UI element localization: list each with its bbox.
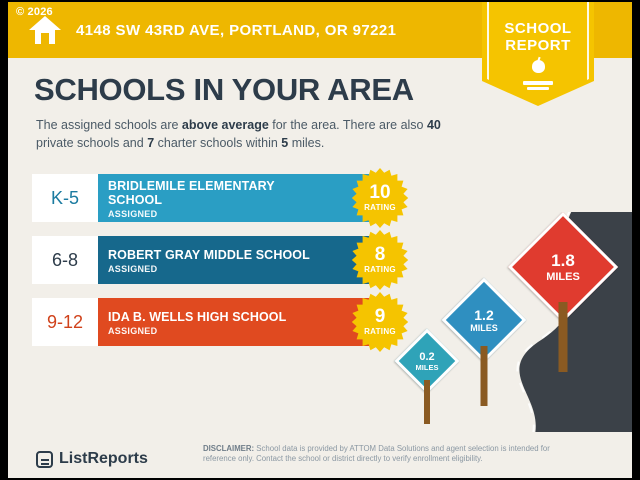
distance-value: 1.8	[551, 251, 575, 270]
distance-sign-1	[524, 228, 602, 306]
diamond-content	[527, 231, 599, 303]
banner-title-line2: REPORT	[505, 37, 571, 54]
banner-border	[487, 2, 589, 106]
distance-value: 1.2	[474, 307, 494, 323]
distance-unit: MILES	[546, 271, 580, 283]
header-content	[8, 14, 396, 46]
rating-value: 10	[369, 182, 391, 203]
book-shape-top	[523, 81, 553, 85]
distance-unit: MILES	[415, 362, 439, 372]
grade-range: K-5	[32, 174, 98, 222]
school-info	[98, 236, 372, 284]
distance-unit: MILES	[470, 323, 498, 333]
list-item	[32, 298, 396, 346]
school-report-flyer	[8, 2, 632, 478]
grade-range: 9-12	[32, 298, 98, 346]
summary-part-2: for the area. There are also	[268, 118, 427, 132]
footer	[8, 436, 632, 478]
diamond-content	[457, 293, 511, 347]
summary-bold-radius: 5	[281, 136, 289, 150]
rating-label: RATING	[364, 265, 396, 274]
distance-sign-3	[404, 338, 450, 384]
property-address: 4148 SW 43RD AVE, PORTLAND, OR 97221	[76, 21, 397, 39]
list-reports-logo	[36, 450, 148, 468]
school-name: ROBERT GRAY MIDDLE SCHOOL	[108, 247, 310, 262]
diamond-content	[407, 341, 447, 381]
sign-post	[559, 302, 568, 372]
summary-part-1: The assigned schools are	[36, 118, 182, 132]
school-name: IDA B. WELLS HIGH SCHOOL	[108, 309, 287, 324]
copyright-notice: © 2026	[16, 6, 53, 18]
school-info	[98, 174, 372, 222]
apple-icon	[482, 60, 594, 90]
banner-title-line1: SCHOOL	[504, 20, 572, 37]
summary-text	[36, 116, 466, 152]
list-item	[32, 236, 396, 284]
rating-value: 8	[374, 244, 386, 265]
disclaimer	[203, 444, 573, 464]
summary-bold-charter-count: 7	[147, 136, 155, 150]
book-shape-bottom	[527, 87, 549, 90]
disclaimer-text: School data is provided by ATTOM Data Solutions and agent selection is intended for reference only. Contact the school or district directly to verify enrollment eligibility.	[203, 444, 550, 463]
status-badge: ASSIGNED	[108, 208, 158, 219]
logo-text: ListReports	[59, 450, 148, 467]
school-name: BRIDLEMILE ELEMENTARY SCHOOL	[108, 178, 275, 207]
house-icon	[28, 14, 62, 46]
summary-part-4: charter schools within	[154, 136, 282, 150]
page-title: SCHOOLS IN YOUR AREA	[34, 72, 414, 107]
summary-bold-private-count: 40	[426, 118, 441, 132]
assigned-schools-list	[32, 174, 396, 360]
sign-post	[424, 380, 430, 424]
summary-part-3: private schools and	[36, 136, 148, 150]
school-report-banner	[482, 2, 594, 106]
list-item	[32, 174, 396, 222]
grade-range: 6-8	[32, 236, 98, 284]
school-info	[98, 298, 372, 346]
banner-title	[482, 20, 594, 54]
status-badge: ASSIGNED	[108, 263, 158, 274]
logo-mark-icon	[36, 451, 53, 468]
distance-sign-2	[454, 290, 514, 350]
rating-label: RATING	[364, 327, 396, 336]
summary-part-5: miles.	[288, 136, 325, 150]
distance-value: 0.2	[419, 350, 435, 363]
rating-label: RATING	[364, 203, 396, 212]
status-badge: ASSIGNED	[108, 325, 158, 336]
summary-bold-above-average: above average	[181, 118, 269, 132]
apple-shape	[532, 60, 545, 73]
road-illustration	[372, 212, 632, 432]
sign-post	[481, 346, 488, 406]
rating-value: 9	[374, 306, 386, 327]
disclaimer-label: DISCLAIMER:	[203, 444, 255, 453]
